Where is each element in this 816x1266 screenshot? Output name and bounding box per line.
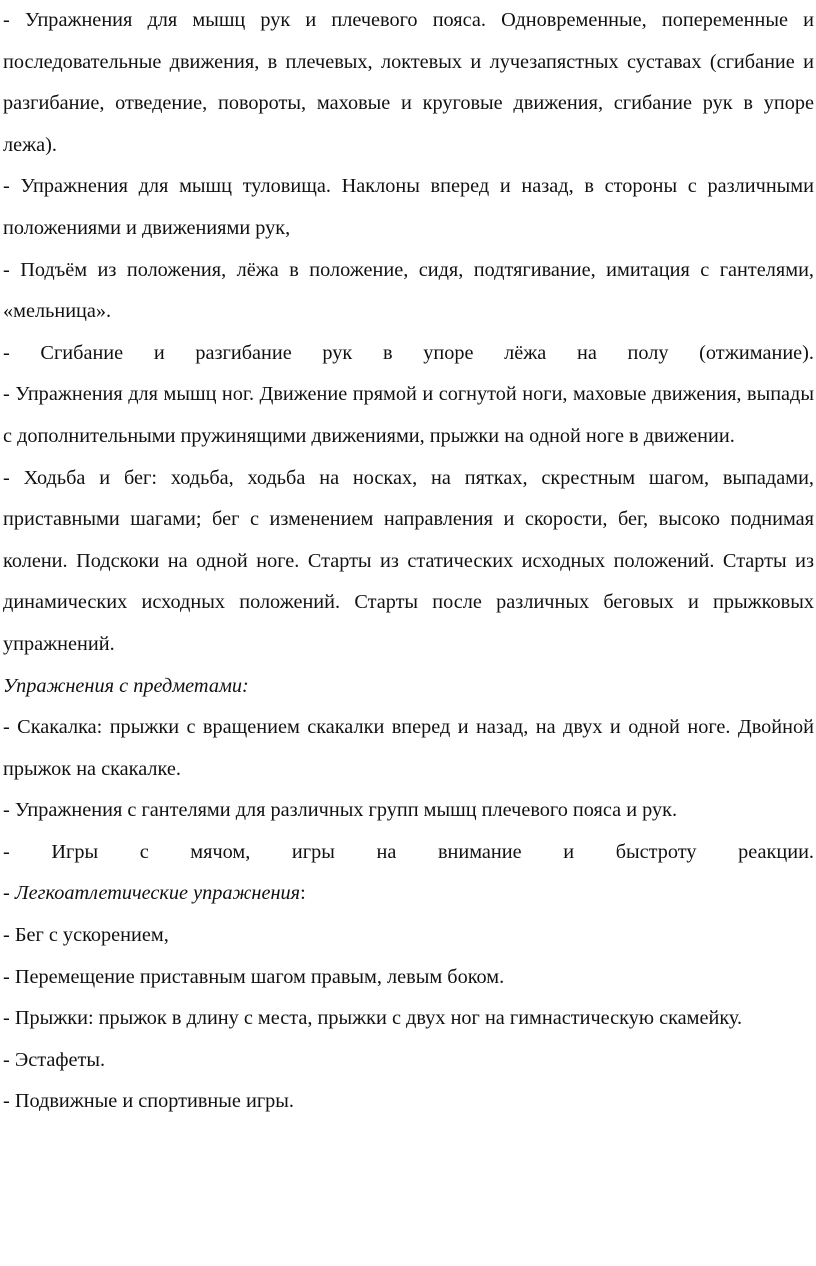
text-run: - Подвижные и спортивные игры. (3, 1090, 294, 1113)
text-run: - Упражнения для мышц ног. Движение прямой и согнутой ноги, маховые движения, выпады с дополнительными пружинящими движениями, прыжки на одной ноге в движении. (3, 383, 814, 447)
paragraph-p2 (3, 166, 814, 249)
document-page (3, 0, 814, 1123)
paragraph-p1 (3, 0, 814, 166)
text-run: - Скакалка: прыжки с вращением скакалки вперед и назад, на двух и одной ноге. Двойной прыжок на скакалке. (3, 716, 814, 780)
paragraph-p14 (3, 998, 814, 1040)
text-run: - Упражнения для мышц рук и плечевого пояса. Одновременные, попеременные и последовательные движения, в плечевых, локтевых и лучезапястных суставах (сгибание и разгибание, отведение, повороты, маховые и круговые движения, сгибание рук в упоре лежа). (3, 9, 814, 156)
paragraph-p6 (3, 458, 814, 666)
text-run: - Прыжки: прыжок в длину с места, прыжки с двух ног на гимнастическую скамейку. (3, 1007, 743, 1030)
text-run: : (300, 882, 306, 905)
paragraph-p4 (3, 333, 814, 375)
paragraph-p11 (3, 873, 814, 915)
text-run: - Перемещение приставным шагом правым, левым боком. (3, 965, 505, 988)
paragraph-p7 (3, 666, 814, 708)
paragraph-p10 (3, 832, 814, 874)
paragraph-p12 (3, 915, 814, 957)
paragraph-p8 (3, 707, 814, 790)
text-run: - Ходьба и бег: ходьба, ходьба на носках, на пятках, скрестным шагом, выпадами, приставными шагами; бег с изменением направления и скорости, бег, высоко поднимая колени. Подскоки на одной ноге. Старты из статических исходных положений. Старты из динамических исходных положений. Старты после различных беговых и прыжковых упражнений. (3, 466, 814, 655)
document-body (3, 0, 814, 1123)
text-run: - Игры с мячом, игры на внимание и быстроту реакции. (3, 840, 814, 863)
text-run: - Эстафеты. (3, 1048, 106, 1071)
paragraph-p15 (3, 1040, 814, 1082)
italic-text: Упражнения с предметами: (3, 674, 249, 697)
italic-text: Легкоатлетические упражнения (14, 882, 301, 905)
text-run: - (3, 882, 15, 905)
text-run: - Сгибание и разгибание рук в упоре лёжа на полу (отжимание). (3, 341, 814, 364)
paragraph-p13 (3, 957, 814, 999)
text-run: - Бег с ускорением, (3, 924, 169, 947)
paragraph-p9 (3, 790, 814, 832)
text-run: - Упражнения для мышц туловища. Наклоны вперед и назад, в стороны с различными положениями и движениями рук, (3, 175, 814, 239)
paragraph-p3 (3, 250, 814, 333)
paragraph-p16 (3, 1081, 814, 1123)
text-run: - Подъём из положения, лёжа в положение, сидя, подтягивание, имитация с гантелями, «мельница». (3, 258, 814, 323)
paragraph-p5 (3, 374, 814, 457)
text-run: - Упражнения с гантелями для различных групп мышц плечевого пояса и рук. (3, 799, 678, 822)
